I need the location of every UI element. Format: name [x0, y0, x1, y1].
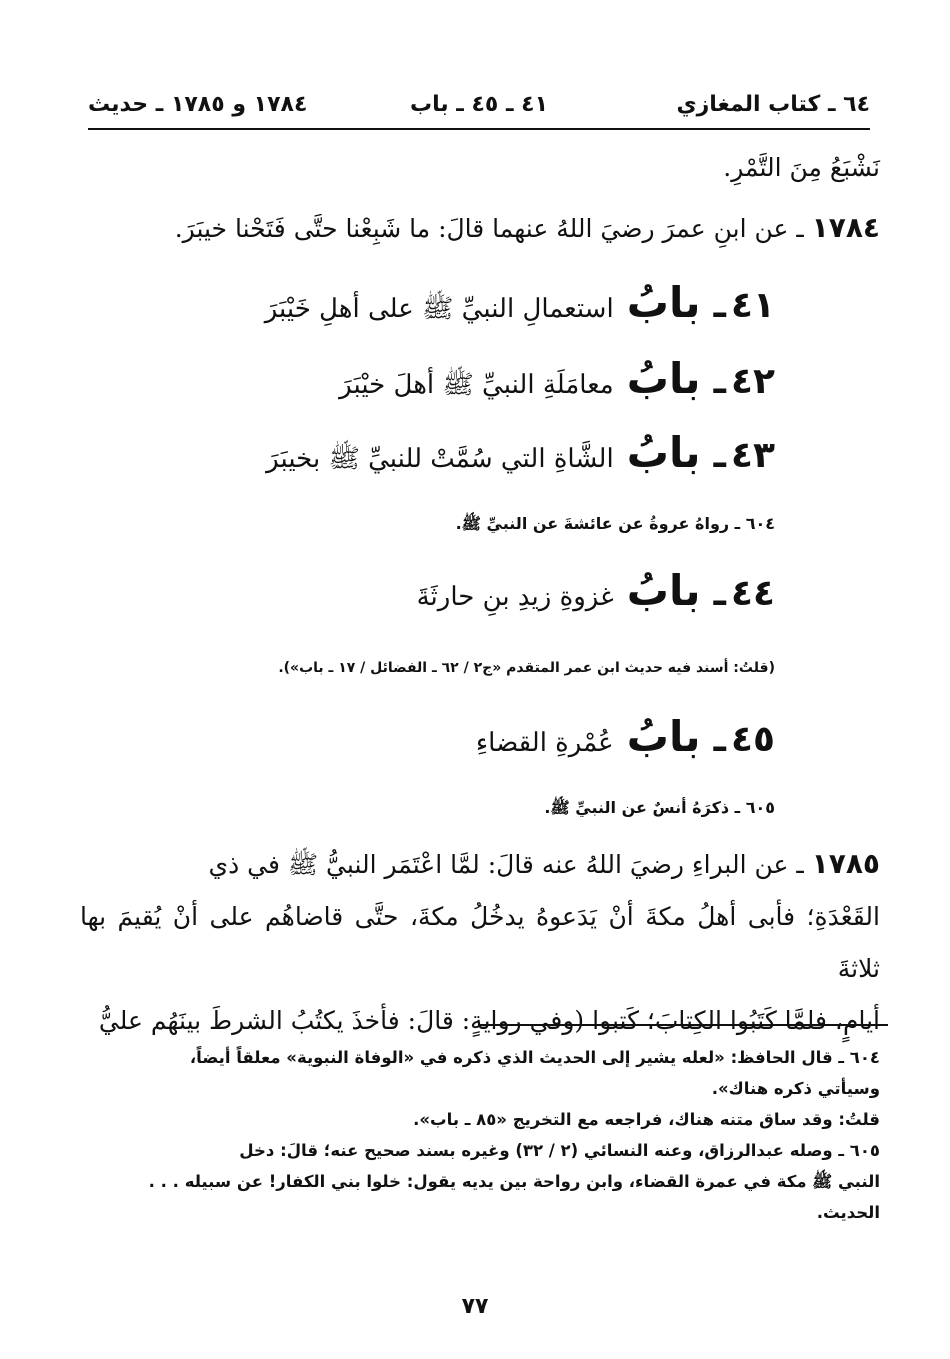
footnote-line: النبي ﷺ مكة في عمرة القضاء، وابن رواحة بين يديه يقول: خلوا بني الكفار! عن سبيله . . . [148, 1172, 880, 1191]
hadith-text: ـ عن ابنِ عمرَ رضيَ اللهُ عنهما قالَ: ما شَبِعْنا حتَّى فَتَحْنا خيبَرَ. [174, 214, 804, 243]
header-hadith-range: ١٧٨٤ و ١٧٨٥ ـ حديث [88, 92, 308, 117]
chapter-title: غزوةِ زيدِ بنِ حارثَةَ [416, 582, 614, 612]
page-number: ٧٧ [461, 1294, 489, 1319]
chapter-dash: ـ [713, 573, 726, 614]
chapter-number: ٤٢ [731, 361, 775, 402]
hadith-line [80, 838, 880, 891]
chapter-dash: ـ [713, 361, 726, 402]
editor-note: (قلتُ: أسند فيه حديث ابن عمر المتقدم «ج٢ / ٦٢ ـ الفضائل / ١٧ ـ باب»). [278, 660, 775, 676]
chapter-title: الشَّاةِ التي سُمَّتْ للنبيِّ ﷺ بخيبَرَ [266, 444, 614, 474]
chapter-number: ٤٤ [731, 573, 775, 614]
chapter-word: بابُ [626, 428, 701, 477]
footnote-divider [478, 1024, 888, 1026]
chapter-title: عُمْرةِ القضاءِ [475, 728, 614, 758]
chapter-word: بابُ [626, 712, 701, 761]
chapter-number: ٤٣ [731, 435, 775, 476]
chapter-heading-44 [417, 566, 775, 615]
narration-note-604: ٦٠٤ ـ رواهُ عروةُ عن عائشةَ عن النبيِّ ﷺ. [455, 514, 775, 533]
chapter-title: معامَلَةِ النبيِّ ﷺ أهلَ خيْبَرَ [339, 370, 614, 400]
hadith-1784 [175, 210, 880, 246]
header-book-title: ٦٤ ـ كتاب المغازي [676, 92, 870, 117]
footnote-line: وسيأتي ذكره هناك». [711, 1079, 880, 1098]
hadith-line: أيامٍ، فلمَّا كَتَبُوا الكِتابَ؛ كَتبوا (وفي روايةٍ: قالَ: فأخذَ يكتُبُ الشرطَ بينَهُم عليُّ [98, 1006, 880, 1035]
chapter-number: ٤١ [731, 285, 775, 326]
chapter-heading-43 [266, 428, 775, 480]
hadith-text: ـ عن البراءِ رضيَ اللهُ عنه قالَ: لمَّا اعْتَمَر النبيُّ ﷺ في ذي [208, 850, 804, 879]
hadith-line: القَعْدَةِ؛ فأبى أهلُ مكةَ أنْ يَدَعوهُ يدخُلُ مكةَ، حتَّى قاضاهُم على أنْ يُقيمَ بها ثلاثةَ [80, 902, 880, 983]
footnote-line: قلتُ: وقد ساق متنه هناك، فراجعه مع التخريج «٨٥ ـ باب». [413, 1110, 880, 1129]
chapter-heading-41 [265, 278, 775, 330]
narration-note-605: ٦٠٥ ـ ذكرَهُ أنسٌ عن النبيِّ ﷺ. [544, 798, 775, 817]
chapter-word: بابُ [626, 278, 701, 327]
chapter-dash: ـ [713, 435, 726, 476]
header-chapter-range: ٤١ ـ ٤٥ ـ باب [409, 92, 549, 117]
continued-text: نَشْبَعُ مِنَ التَّمْرِ. [723, 153, 880, 182]
chapter-dash: ـ [713, 285, 726, 326]
hadith-number: ١٧٨٥ [811, 847, 880, 880]
chapter-word: بابُ [626, 354, 701, 403]
running-header [88, 88, 870, 130]
footnote-line: ٦٠٥ ـ وصله عبدالرزاق، وعنه النسائي (٢ / ٣٢) وغيره بسند صحيح عنه؛ قالَ: دخل [239, 1141, 880, 1160]
chapter-title: استعمالِ النبيِّ ﷺ على أهلِ خَيْبَرَ [264, 294, 614, 324]
chapter-heading-42 [339, 354, 775, 406]
hadith-1785 [80, 838, 880, 1047]
chapter-number: ٤٥ [731, 719, 775, 760]
footnote-line: ٦٠٤ ـ قال الحافظ: «لعله يشير إلى الحديث الذي ذكره في «الوفاة النبوية» معلقاً أيضاً، [189, 1048, 880, 1067]
chapter-heading-45 [476, 712, 775, 761]
footnotes [80, 1042, 880, 1228]
hadith-number: ١٧٨٤ [811, 211, 880, 244]
footnote-line: الحديث. [816, 1203, 880, 1222]
chapter-word: بابُ [626, 566, 701, 615]
chapter-dash: ـ [713, 719, 726, 760]
